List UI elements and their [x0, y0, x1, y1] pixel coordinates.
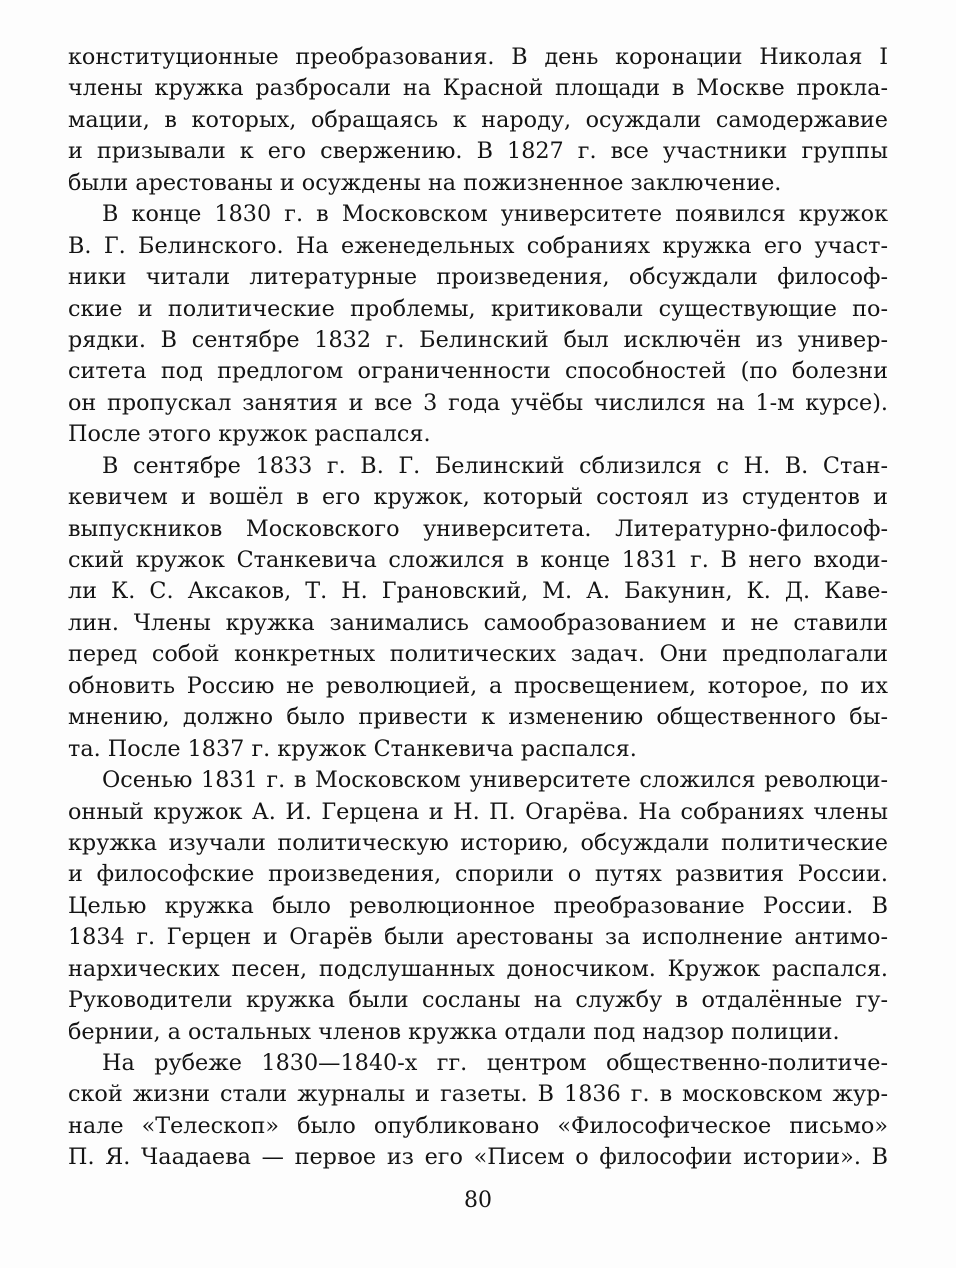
- text-line: и философские произведения, спорили о путях развития России.: [68, 861, 888, 888]
- text-line: кружка изучали политическую историю, обсуждали политические: [68, 829, 888, 856]
- page-number: 80: [464, 1188, 492, 1213]
- text-line: После этого кружок распался.: [68, 421, 431, 448]
- text-line: члены кружка разбросали на Красной площади в Москве прокла-: [68, 75, 888, 102]
- text-line: конституционные преобразования. В день коронации Николая I: [68, 44, 888, 70]
- text-line: Осенью 1831 г. в Московском университете сложился революци-: [102, 767, 888, 794]
- text-line: 1834 г. Герцен и Огарёв были арестованы за исполнение антимо-: [68, 924, 888, 951]
- text-line: и призывали к его свержению. В 1827 г. все участники группы: [68, 138, 888, 165]
- text-line: мации, в которых, обращаясь к народу, осуждали самодержавие: [68, 106, 888, 133]
- text-line: нархических песен, подслушанных доносчиком. Кружок распался.: [68, 955, 888, 982]
- body-text: [68, 42, 888, 1174]
- text-line: ской жизни стали журналы и газеты. В 1836 г. в московском жур-: [68, 1081, 888, 1108]
- text-line: ли К. С. Аксаков, Т. Н. Грановский, М. А. Бакунин, К. Д. Каве-: [68, 578, 888, 605]
- text-line: Целью кружка было революционное преобразование России. В: [68, 892, 888, 919]
- text-line: П. Я. Чаадаева — первое из его «Писем о философии истории». В: [68, 1144, 888, 1171]
- text-line: На рубеже 1830—1840-х гг. центром общественно-политиче-: [102, 1050, 888, 1076]
- text-line: бернии, а остальных членов кружка отдали под надзор полиции.: [68, 1018, 840, 1045]
- text-line: В сентябре 1833 г. В. Г. Белинский сблизился с Н. В. Стан-: [102, 452, 888, 479]
- text-line: Руководители кружка были сосланы на службу в отдалённые гу-: [68, 987, 888, 1014]
- text-line: ский кружок Станкевича сложился в конце 1831 г. В него входи-: [68, 547, 888, 573]
- text-line: выпускников Московского университета. Литературно-философ-: [68, 515, 888, 542]
- text-line: мнению, должно было привести к изменению общественного бы-: [68, 704, 888, 731]
- text-line: обновить Россию не революцией, а просвещением, которое, по их: [68, 672, 888, 699]
- text-line: та. После 1837 г. кружок Станкевича распался.: [68, 735, 637, 762]
- text-line: ские и политические проблемы, критиковали существующие по-: [68, 295, 888, 322]
- text-line: ситета под предлогом ограниченности способностей (по болезни: [68, 358, 888, 385]
- text-line: лин. Члены кружка занимались самообразованием и не ставили: [68, 609, 888, 636]
- text-line: В. Г. Белинского. На еженедельных собраниях кружка его участ-: [68, 232, 888, 259]
- text-line: нале «Телескоп» было опубликовано «Философическое письмо»: [68, 1112, 888, 1139]
- text-line: кевичем и вошёл в его кружок, который состоял из студентов и: [68, 484, 888, 511]
- text-line: онный кружок А. И. Герцена и Н. П. Огарёва. На собраниях члены: [68, 798, 888, 825]
- text-line: перед собой конкретных политических задач. Они предполагали: [68, 641, 888, 668]
- text-line: он пропускал занятия и все 3 года учёбы числился на 1-м курсе).: [68, 389, 888, 416]
- text-line: В конце 1830 г. в Московском университете появился кружок: [102, 201, 888, 228]
- text-line: ники читали литературные произведения, обсуждали философ-: [68, 264, 888, 291]
- text-line: рядки. В сентябре 1832 г. Белинский был исключён из универ-: [68, 326, 888, 353]
- text-line: были арестованы и осуждены на пожизненное заключение.: [68, 169, 782, 196]
